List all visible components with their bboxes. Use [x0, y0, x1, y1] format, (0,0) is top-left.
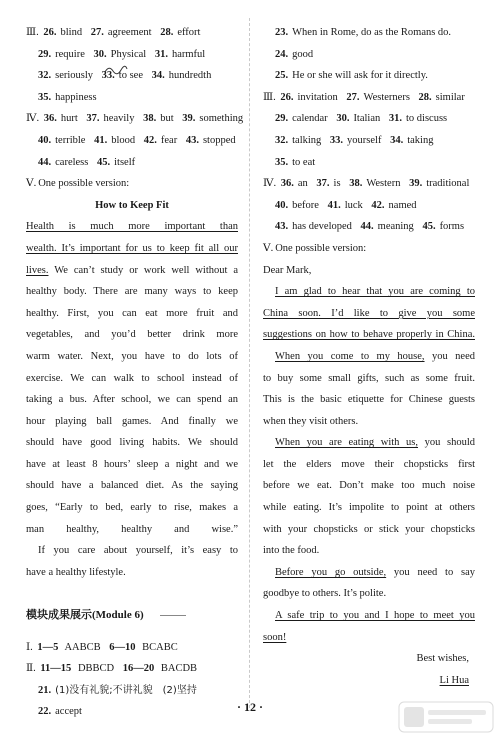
- letter-line: [263, 605, 475, 627]
- question-number: 45.: [422, 221, 436, 233]
- letter-closing: Best wishes,: [416, 653, 469, 665]
- question-number: 33.: [101, 70, 115, 82]
- module-heading: [26, 605, 238, 627]
- essay-line: [26, 454, 238, 476]
- answer-text: luck: [344, 199, 363, 211]
- answer-text: itself: [114, 156, 136, 168]
- answer-line: [263, 22, 475, 44]
- question-number: 40.: [275, 199, 289, 211]
- answer-text: has developed: [292, 221, 352, 233]
- answer-text: BCABC: [142, 641, 178, 653]
- question-number: 42.: [371, 199, 385, 211]
- answer-text: Westerners: [363, 91, 410, 103]
- answer-text: fear: [160, 134, 178, 146]
- section-label: One possible version:: [38, 178, 130, 190]
- underlined-phrase: suggestions on how to behave properly in China.: [263, 329, 475, 341]
- page-number: · 12 ·: [236, 700, 263, 714]
- letter-line: [263, 519, 475, 541]
- line-text: to buy some small gifts, such as some fruit.: [263, 372, 475, 384]
- question-range: 6—10: [109, 641, 136, 653]
- answer-line: [26, 108, 244, 130]
- line-text: warm water. Next, you have to do lots of: [26, 350, 238, 362]
- answer-line: [26, 637, 238, 659]
- underlined-phrase: When you are eating with us,: [275, 437, 419, 449]
- line-text: should have a balanced diet. As the saying: [26, 480, 238, 492]
- answer-text: traditional: [426, 178, 470, 190]
- left-column: [26, 22, 244, 723]
- answer-text: (1)没有礼貌;不讲礼貌 (2)坚持: [55, 684, 197, 696]
- answer-line: [26, 65, 238, 87]
- question-number: 42.: [143, 134, 157, 146]
- essay-line: [26, 281, 238, 303]
- question-number: 38.: [143, 113, 157, 125]
- question-range: 1—5: [37, 641, 59, 653]
- answer-text: seriously: [55, 70, 94, 82]
- answer-text: effort: [177, 27, 201, 38]
- answer-line: [26, 22, 238, 44]
- answer-text: named: [388, 199, 417, 211]
- question-number: 33.: [329, 134, 344, 146]
- line-text: exercise. We can walk to school instead of: [26, 372, 238, 384]
- section-numeral: Ⅱ.: [26, 663, 36, 675]
- answer-text: hurt: [60, 113, 78, 125]
- question-number: 44.: [38, 156, 52, 168]
- letter-line: [263, 627, 475, 649]
- question-number: 32.: [275, 134, 289, 146]
- answer-text: He or she will ask for it directly.: [292, 70, 428, 82]
- answer-text: When in Rome, do as the Romans do.: [292, 27, 452, 38]
- answer-text: something: [199, 113, 244, 125]
- answer-line: [263, 216, 475, 238]
- essay-line: [26, 216, 238, 238]
- essay-line: [26, 432, 238, 454]
- question-number: 24.: [275, 48, 289, 60]
- spacer: [26, 583, 238, 605]
- answer-line: [26, 87, 238, 109]
- question-number: 35.: [275, 156, 289, 168]
- question-number: 28.: [418, 91, 432, 103]
- answer-text: blood: [111, 134, 136, 146]
- question-number: 43.: [275, 221, 289, 233]
- answer-text: meaning: [377, 221, 414, 233]
- answer-line: [263, 173, 475, 195]
- question-number: 37.: [86, 113, 100, 125]
- question-number: 41.: [327, 199, 341, 211]
- essay-line: [26, 260, 238, 282]
- answer-line: [26, 44, 238, 66]
- answer-text: BACDB: [160, 663, 198, 675]
- question-number: 28.: [160, 27, 174, 38]
- essay-line: [26, 411, 238, 433]
- answer-text: Western: [366, 178, 401, 190]
- line-text: healthy. First, you can eat more fruit and: [26, 307, 238, 319]
- letter-line: [263, 324, 475, 346]
- question-number: 30.: [93, 48, 107, 60]
- line-text: hour playing ball games. And finally we: [26, 415, 238, 427]
- line-text: vegetables, and you’d better drink more: [26, 329, 238, 341]
- section-heading: [263, 238, 475, 260]
- essay-line: [26, 389, 238, 411]
- question-number: 40.: [38, 134, 52, 146]
- section-numeral: Ⅲ.: [26, 27, 39, 38]
- question-number: 31.: [154, 48, 168, 60]
- answer-text: talking: [292, 134, 322, 146]
- answer-line: [263, 130, 475, 152]
- underlined-phrase: Health is much more important than: [26, 221, 238, 233]
- essay-line: [26, 303, 238, 325]
- answer-text: forms: [439, 221, 465, 233]
- answer-text: taking: [407, 134, 434, 146]
- underlined-phrase: soon!: [263, 631, 287, 643]
- question-number: 36.: [280, 178, 294, 190]
- letter-line: [263, 303, 475, 325]
- letter-line: [263, 454, 475, 476]
- essay-line: [26, 324, 238, 346]
- answer-text: terrible: [55, 134, 86, 146]
- answer-text: calendar: [292, 113, 328, 125]
- question-number: 27.: [90, 27, 104, 38]
- answer-text: agreement: [107, 27, 152, 38]
- question-number: 29.: [38, 48, 52, 60]
- answer-text: require: [55, 48, 85, 60]
- question-number: 41.: [94, 134, 108, 146]
- section-numeral: Ⅰ.: [26, 641, 33, 653]
- letter-line: [263, 281, 475, 303]
- answer-text: happiness: [55, 91, 97, 103]
- answer-text: is: [333, 178, 341, 190]
- section-heading: [26, 173, 238, 195]
- signature-name: Li Hua: [439, 674, 469, 686]
- question-number: 30.: [336, 113, 350, 125]
- line-text: This is the basic etiquette for Chinese guests: [263, 394, 475, 406]
- letter-line: [263, 475, 475, 497]
- answer-text: blind: [60, 27, 83, 38]
- answer-line: [263, 195, 475, 217]
- line-text: with your chopsticks or stick your chopsticks: [263, 523, 475, 535]
- line-text: you need to say: [386, 566, 475, 578]
- answer-line: [263, 152, 475, 174]
- spacer: [26, 627, 238, 637]
- answer-text: an: [297, 178, 308, 190]
- question-number: 32.: [38, 70, 52, 82]
- line-text: have at least 8 hours’ sleep a night and we: [26, 458, 238, 470]
- heading-rule: [160, 615, 186, 616]
- essay-line: [26, 368, 238, 390]
- right-column: [263, 22, 475, 691]
- line-text: taking a bus. After school, we can spend an: [26, 394, 238, 406]
- line-text: when they visit others.: [263, 415, 359, 427]
- line-text: man healthy, healthy and wise.”: [26, 523, 238, 535]
- essay-paragraph-line: If you care about yourself, it’s easy to: [38, 545, 238, 557]
- letter-salutation: Dear Mark,: [263, 264, 312, 276]
- answer-line: [263, 108, 475, 130]
- question-number: 45.: [96, 156, 111, 168]
- section-numeral: Ⅳ.: [263, 178, 277, 190]
- handwritten-scribble: [103, 64, 129, 76]
- answer-text: invitation: [297, 91, 338, 103]
- underlined-phrase: When you come to my house,: [275, 350, 425, 362]
- answer-text: AABCB: [64, 641, 101, 653]
- answer-line: [26, 680, 238, 702]
- underlined-phrase: China soon. I’d like to give you some: [263, 307, 475, 319]
- line-text: healthy body. There are many ways to keep: [26, 286, 238, 298]
- letter-line: [263, 368, 475, 390]
- section-numeral: Ⅲ.: [263, 91, 276, 103]
- answer-text: harmful: [171, 48, 206, 60]
- line-text: let the elders move their chopsticks first: [263, 458, 475, 470]
- answer-line: [26, 152, 238, 174]
- question-number: 35.: [38, 91, 52, 103]
- question-number: 44.: [360, 221, 374, 233]
- section-numeral: Ⅳ.: [26, 113, 40, 125]
- essay-line: [26, 238, 238, 260]
- essay-title: How to Keep Fit: [95, 199, 169, 211]
- answer-line: [263, 44, 475, 66]
- column-divider: [249, 18, 250, 708]
- essay-line: [26, 346, 238, 368]
- answer-text: to see: [118, 70, 143, 82]
- question-number: 34.: [390, 134, 404, 146]
- question-number: 37.: [316, 178, 330, 190]
- question-number: 26.: [280, 91, 294, 103]
- line-text: goes, “Early to bed, early to rise, makes a: [26, 502, 238, 514]
- answer-text: to eat: [292, 156, 316, 168]
- essay-line: [26, 475, 238, 497]
- answer-text: to discuss: [406, 113, 448, 125]
- answer-text: before: [292, 199, 319, 211]
- letter-line: [263, 432, 475, 454]
- answer-text: but: [160, 113, 174, 125]
- answer-line: [263, 87, 475, 109]
- answer-text: stopped: [202, 134, 236, 146]
- question-number: 29.: [275, 113, 289, 125]
- letter-signature: [263, 670, 475, 692]
- essay-line: [26, 497, 238, 519]
- answer-text: DBBCD: [77, 663, 115, 675]
- line-text: We can’t study or work well without a: [48, 264, 238, 276]
- question-number: 34.: [151, 70, 165, 82]
- line-text: into the food.: [263, 545, 320, 557]
- answer-text: hundredth: [168, 70, 212, 82]
- letter-line: [263, 346, 475, 368]
- line-text: before we eat. Don’t make too much noise: [263, 480, 475, 492]
- answer-text: careless: [55, 156, 89, 168]
- question-number: 22.: [38, 706, 52, 718]
- letter-line: [263, 540, 475, 562]
- question-number: 38.: [349, 178, 363, 190]
- answer-line: [263, 65, 475, 87]
- underlined-phrase: I am glad to hear that you are coming to: [275, 286, 475, 298]
- question-number: 23.: [275, 27, 289, 38]
- letter-body: [263, 281, 475, 648]
- answer-text: accept: [55, 706, 82, 718]
- question-number: 21.: [38, 684, 52, 696]
- answer-text: yourself: [347, 134, 382, 146]
- line-text: should have good living habits. We should: [26, 437, 238, 449]
- answer-text: Italian: [353, 113, 381, 125]
- answer-text: similar: [435, 91, 465, 103]
- essay-body: [26, 216, 238, 540]
- letter-line: [263, 497, 475, 519]
- section-numeral: Ⅴ.: [26, 178, 37, 190]
- letter-line: [263, 411, 475, 433]
- question-number: 31.: [388, 113, 403, 125]
- question-number: 25.: [275, 70, 289, 82]
- question-number: 36.: [43, 113, 57, 125]
- line-text: you need: [424, 350, 476, 362]
- answer-line: [26, 658, 238, 680]
- question-number: 39.: [409, 178, 423, 190]
- module-title: 模块成果展示(Module 6): [26, 609, 144, 622]
- answer-line: [26, 130, 238, 152]
- letter-line: [263, 583, 475, 605]
- watermark-logo: [398, 701, 494, 733]
- letter-line: [263, 562, 475, 584]
- question-number: 43.: [185, 134, 199, 146]
- answer-text: Physical: [110, 48, 147, 60]
- section-numeral: Ⅴ.: [263, 242, 274, 254]
- underlined-phrase: wealth. It’s important for us to keep fit all our: [26, 242, 238, 254]
- line-text: you should: [418, 437, 476, 449]
- essay-line: [26, 519, 238, 541]
- underlined-phrase: A safe trip to you and I hope to meet you: [275, 610, 475, 622]
- answer-text: good: [292, 48, 314, 60]
- line-text: while eating. It’s impolite to point at others: [263, 502, 475, 514]
- underlined-phrase: Before you go outside,: [275, 566, 387, 578]
- letter-line: [263, 389, 475, 411]
- question-range: 16—20: [122, 663, 155, 675]
- underlined-phrase: lives.: [26, 264, 49, 276]
- essay-paragraph-line: have a healthy lifestyle.: [26, 566, 126, 578]
- line-text: goodbye to others. It’s polite.: [263, 588, 387, 600]
- answer-text: heavily: [103, 113, 135, 125]
- question-range: 11—15: [40, 663, 72, 675]
- question-number: 26.: [43, 27, 57, 38]
- section-label: One possible version:: [275, 242, 367, 254]
- question-number: 39.: [182, 113, 196, 125]
- question-number: 27.: [346, 91, 360, 103]
